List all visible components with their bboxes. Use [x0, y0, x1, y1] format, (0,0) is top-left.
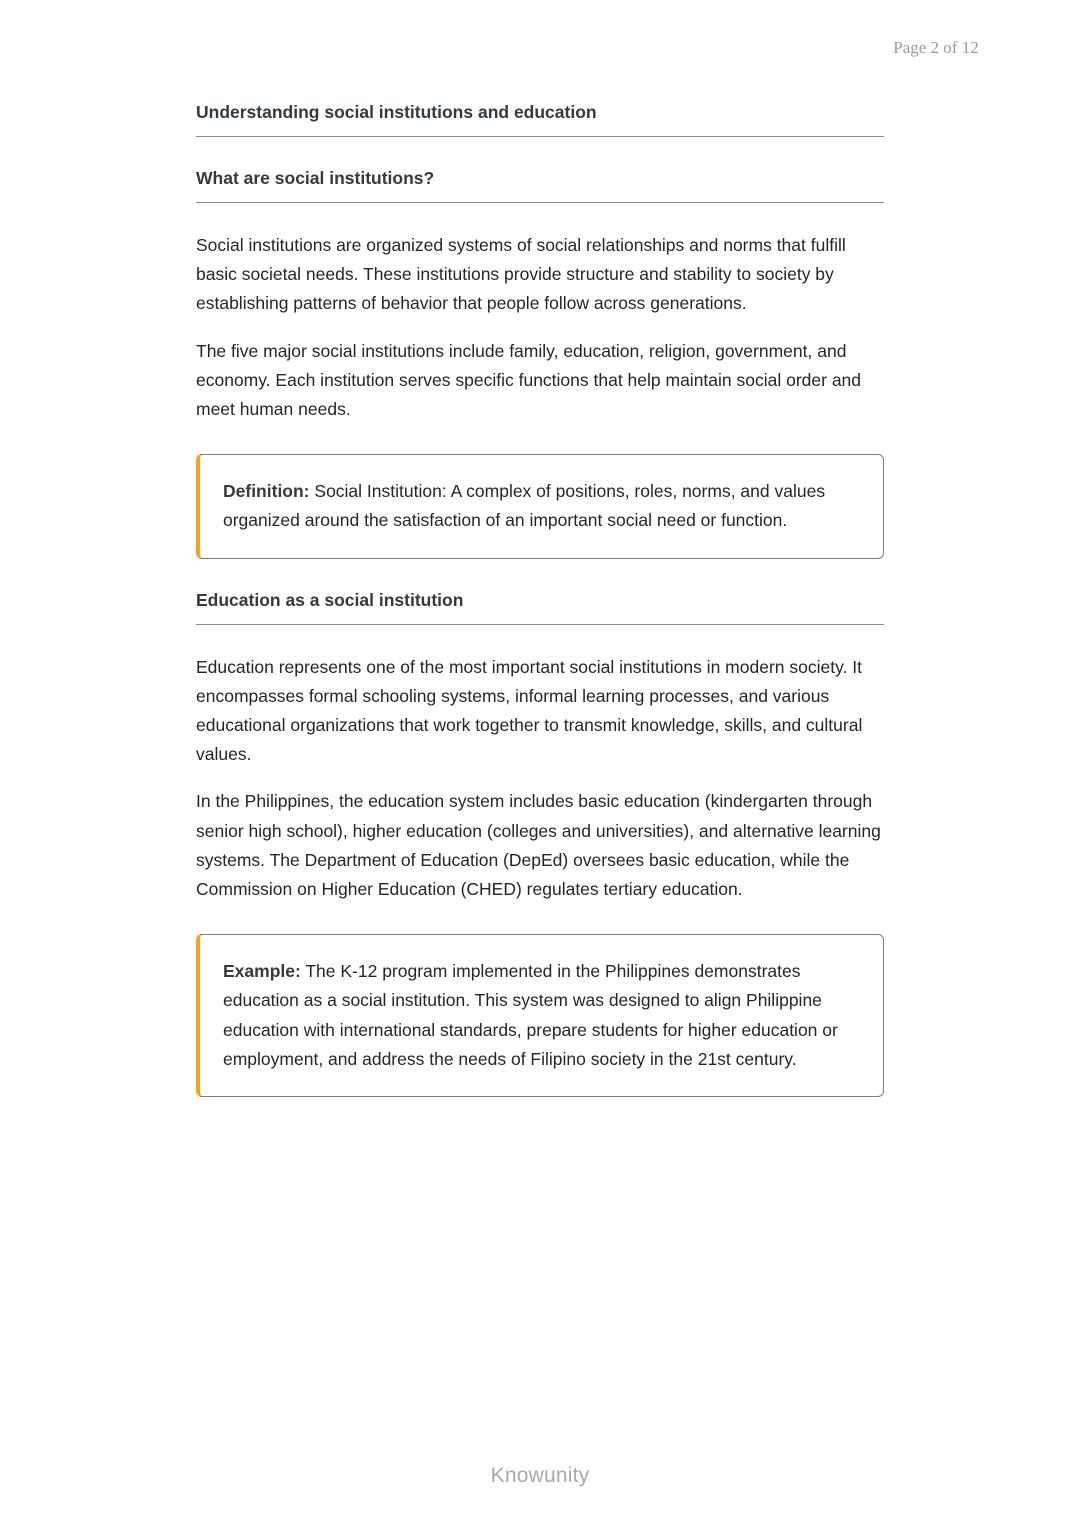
callout-text: Social Institution: A complex of positions, roles, norms, and values organized around the satisfaction of an important social need or function.: [223, 481, 826, 531]
brand-watermark: Knowunity: [490, 1464, 590, 1487]
page-title: Understanding social institutions and education: [196, 100, 884, 137]
paragraph: Social institutions are organized systems of social relationships and norms that fulfill basic societal needs. These institutions provide structure and stability to society by establishing patterns of behavior that people follow across generations.: [196, 235, 846, 314]
page-number: Page 2 of 12: [893, 38, 979, 57]
paragraph: In the Philippines, the education system includes basic education (kindergarten through senior high school), higher education (colleges and universities), and alternative learning systems. The Department of Education (DepEd) oversees basic education, while the Commission on Higher Education (CHED) regulates tertiary education.: [196, 791, 881, 900]
paragraph: Education represents one of the most important social institutions in modern society. It encompasses formal schooling systems, informal learning processes, and various educational organizations that work together to transmit knowledge, skills, and cultural values.: [196, 656, 863, 765]
section-heading-education: Education as a social institution: [196, 588, 884, 625]
section-heading-social-institutions: What are social institutions?: [196, 166, 884, 203]
definition-callout: [196, 454, 884, 558]
example-callout: [196, 934, 884, 1097]
document-content: [196, 100, 884, 1097]
callout-label: Example:: [223, 961, 301, 982]
paragraph: The five major social institutions include family, education, religion, government, and economy. Each institution serves specific functions that help maintain social order and meet human needs.: [196, 340, 862, 420]
callout-text: The K-12 program implemented in the Philippines demonstrates education as a social institution. This system was designed to align Philippine education with international standards, prepare students for higher education or employment, and address the needs of Filipino society in the 21st century.: [223, 961, 838, 1069]
callout-label: Definition:: [223, 481, 310, 502]
